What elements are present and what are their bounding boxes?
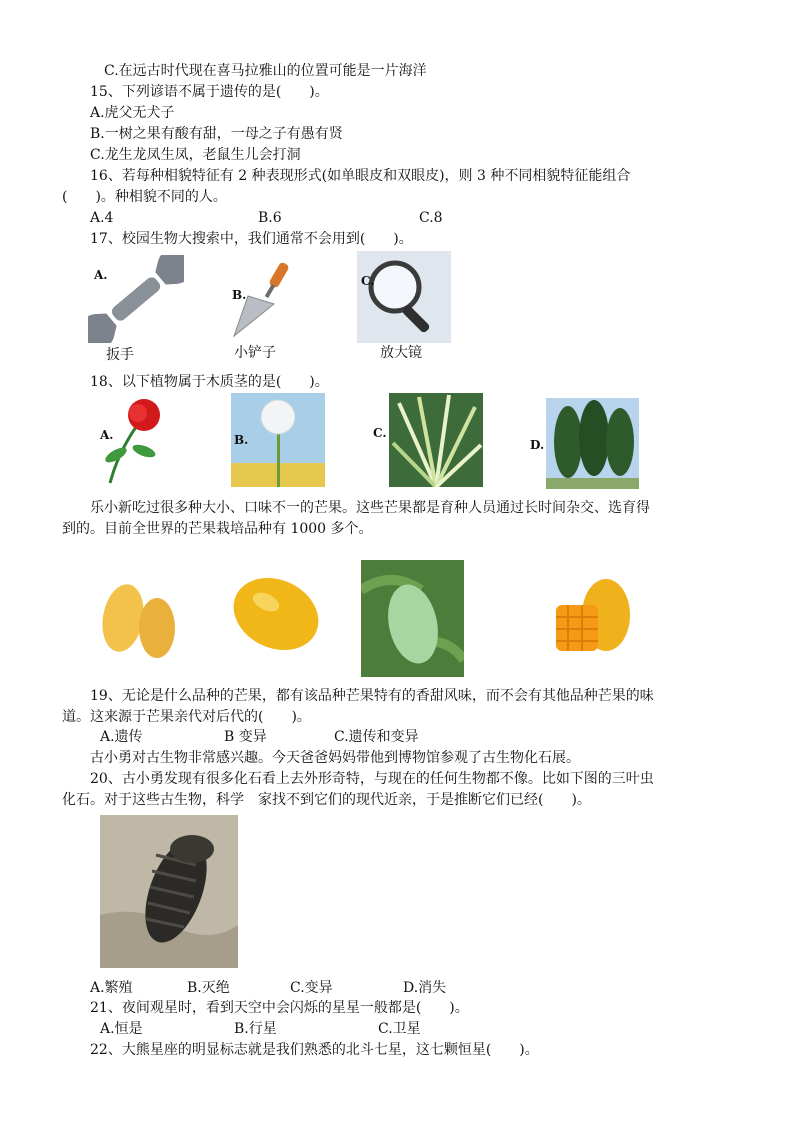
q21-option-b: B.行星: [234, 1021, 277, 1037]
trilobite-fossil-image: [100, 815, 238, 968]
magnifier-image: [357, 251, 451, 343]
mango-image-1: [93, 570, 187, 664]
question-18: 18、以下植物属于木质茎的是( )。: [90, 374, 329, 390]
q16-option-b: B.6: [258, 210, 282, 226]
q17-tag-a: A.: [94, 268, 108, 282]
mango-paragraph-line2: 到的。目前全世界的芒果栽培品种有 1000 多个。: [62, 521, 373, 537]
q15-option-a: A.虎父无犬子: [90, 105, 175, 121]
question-17: 17、校园生物大搜索中，我们通常不会用到( )。: [90, 231, 413, 247]
question-19-line1: 19、无论是什么品种的芒果，都有该品种芒果特有的香甜风味，而不会有其他品种芒果的味: [90, 688, 654, 704]
q17-caption-b: 小铲子: [234, 345, 276, 361]
q18-tag-b: B.: [234, 433, 249, 447]
mango-image-3: [361, 560, 464, 677]
question-15: 15、下列谚语不属于遗传的是( )。: [90, 84, 329, 100]
q19-option-b: B 变异: [224, 729, 267, 745]
mango-image-2: [228, 566, 324, 662]
q15-option-b: B.一树之果有酸有甜，一母之子有愚有贤: [90, 126, 343, 142]
q19-option-c: C.遗传和变异: [334, 729, 419, 745]
question-19-line2: 道。这来源于芒果亲代对后代的( )。: [62, 709, 311, 725]
q18-tag-d: D.: [530, 438, 545, 452]
q15-option-c: C.龙生龙凤生凤，老鼠生儿会打洞: [90, 147, 301, 163]
q18-tag-a: A.: [100, 428, 114, 442]
q20-option-a: A.繁殖: [90, 980, 133, 996]
q21-option-c: C.卫星: [378, 1021, 421, 1037]
question-16-line1: 16、若每种相貌特征有 2 种表现形式(如单眼皮和双眼皮)，则 3 种不同相貌特征能组合: [90, 168, 631, 184]
q20-option-c: C.变异: [290, 980, 333, 996]
q17-caption-c: 放大镜: [380, 345, 422, 361]
q21-option-a: A.恒是: [100, 1021, 143, 1037]
question-20-line2: 化石。对于这些古生物，科学 家找不到它们的现代近亲，于是推断它们已经( )。: [62, 792, 591, 808]
q18-tag-c: C.: [373, 426, 387, 440]
q20-option-b: B.灭绝: [187, 980, 230, 996]
q19-option-a: A.遗传: [100, 729, 143, 745]
question-20-line1: 20、古小勇发现有很多化石看上去外形奇特，与现在的任何生物都不像。比如下图的三叶虫: [90, 771, 654, 787]
spider-plant-image: [389, 393, 483, 487]
q16-option-c: C.8: [419, 210, 443, 226]
question-22: 22、大熊星座的明显标志就是我们熟悉的北斗七星，这七颗恒星( )。: [90, 1042, 539, 1058]
q14-option-c: C.在远古时代现在喜马拉雅山的位置可能是一片海洋: [104, 63, 427, 79]
question-16-line2: ( )。种相貌不同的人。: [62, 189, 227, 205]
q17-caption-a: 扳手: [106, 347, 134, 363]
trees-image: [546, 398, 639, 489]
q17-tag-b: B.: [232, 288, 247, 302]
q20-option-d: D.消失: [403, 980, 447, 996]
question-21: 21、夜间观星时，看到天空中会闪烁的星星一般都是( )。: [90, 1000, 469, 1016]
q16-option-a: A.4: [90, 210, 114, 226]
q17-tag-c: C.: [361, 274, 375, 288]
fossil-paragraph: 古小勇对古生物非常感兴趣。今天爸爸妈妈带他到博物馆参观了古生物化石展。: [90, 750, 580, 766]
mango-paragraph-line1: 乐小新吃过很多种大小、口味不一的芒果。这些芒果都是育种人员通过长时间杂交、选育得: [90, 500, 650, 516]
mango-image-4: [542, 565, 638, 665]
